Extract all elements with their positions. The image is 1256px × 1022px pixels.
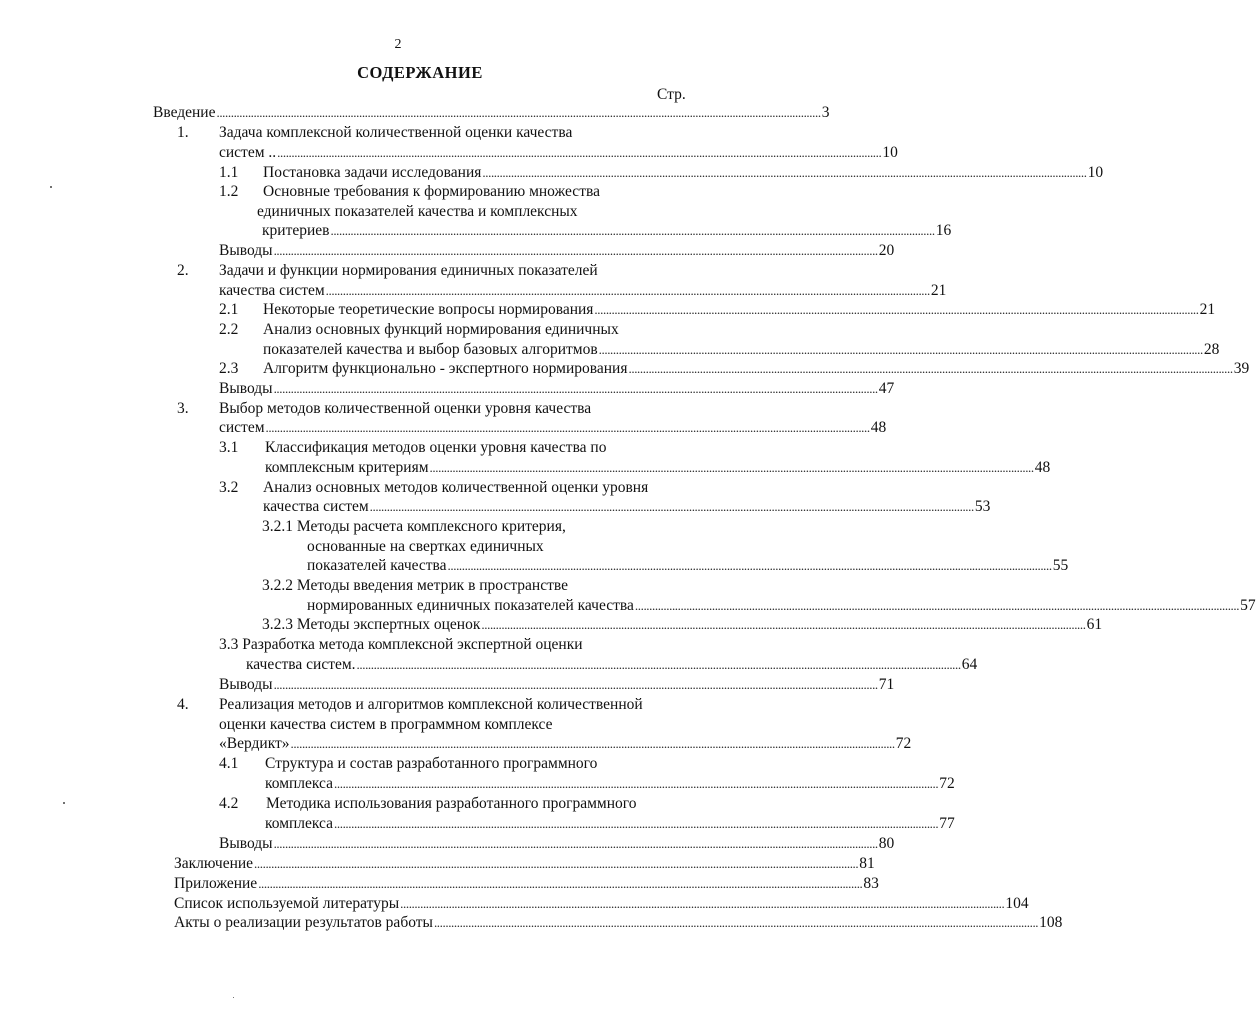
toc-entry-1-1 [263,163,1104,183]
toc-title: Выводы [219,380,273,397]
page-title: СОДЕРЖАНИЕ [357,63,483,82]
toc-subsection-number: 4.2 [219,795,239,812]
toc-title: Введение [153,104,216,121]
dot-leader: .................................................................................................................................................................................................................... [258,876,863,891]
toc-subsection-number: 3.1 [219,439,239,456]
toc-subsubsection-title: основанные на свертках единичных [307,538,544,555]
toc-page: 28 [1203,341,1220,358]
toc-title: Акты о реализации результатов работы [174,914,433,931]
toc-entry-3-2-2 [307,596,1256,616]
dot-leader: .................................................................................................................................................................................................................... [273,677,878,692]
toc-page: 3 [821,104,830,121]
toc-subsubsection-title: 3.2.2 Методы введения метрик в пространстве [262,577,568,594]
toc-subsection-title: Методика использования разработанного программного [266,795,637,812]
toc-title: Выводы [219,676,273,693]
toc-title: комплексным критериям [265,459,429,476]
toc-entry-3-2-1 [307,556,1069,576]
toc-page: 77 [939,815,955,832]
toc-page: 16 [935,222,952,239]
toc-title: критериев [262,222,330,239]
toc-entry-conclusions-4 [219,834,895,854]
toc-subsection-number: 1.1 [219,164,239,181]
dot-leader: .................................................................................................................................................................................................................... [482,165,1087,180]
toc-page: 72 [895,735,912,752]
toc-page: 21 [1199,301,1216,318]
toc-title: Выводы [219,835,273,852]
toc-entry-section-3 [219,418,887,438]
toc-entry-2-3 [263,359,1250,379]
scan-speck [63,802,65,804]
toc-title: Приложение [174,875,258,892]
toc-title: комплекса [265,775,334,792]
toc-entry-1-2 [262,221,952,241]
toc-entry-conclusions-3 [219,675,895,695]
toc-title: показателей качества [307,557,447,574]
toc-title: Алгоритм функционально - экспертного нормирования [263,360,628,377]
dot-leader: .................................................................................................................................................................................................................... [598,342,1203,357]
dot-leader: .................................................................................................................................................................................................................... [429,460,1034,475]
toc-entry-3-3 [246,655,978,675]
dot-leader: .................................................................................................................................................................................................................... [273,381,878,396]
toc-page: 10 [882,144,898,161]
scan-speck [233,997,234,998]
dot-leader: .................................................................................................................................................................................................................... [330,223,935,238]
toc-entry-acts [174,913,1063,933]
dot-leader: .................................................................................................................................................................................................................... [433,915,1039,930]
toc-subsection-number: 2.3 [219,360,239,377]
dot-leader: .................................................................................................................................................................................................................... [277,145,882,160]
page-column-label: Стр. [657,86,686,103]
toc-title: Заключение [174,855,254,872]
toc-section-title: Задачи и функции нормирования единичных показателей [219,262,598,279]
toc-page: 72 [939,775,955,792]
toc-section-number: 2. [177,262,189,279]
dot-leader: .................................................................................................................................................................................................................... [481,617,1086,632]
toc-subsection-number: 4.1 [219,755,239,772]
dot-leader: .................................................................................................................................................................................................................... [216,105,821,120]
toc-page: 104 [1005,895,1029,912]
toc-subsection-title: Основные требования к формированию множества [263,183,600,200]
toc-entry-section-4 [219,734,912,754]
toc-section-title: оценки качества систем в программном комплексе [219,716,553,733]
toc-title: систем [219,419,265,436]
toc-entry-4-2 [265,814,955,834]
dot-leader: .................................................................................................................................................................................................................... [447,558,1052,573]
toc-title: Список используемой литературы [174,895,400,912]
toc-title: систем .. [219,144,277,161]
toc-entry-conclusions-2 [219,379,895,399]
toc-page: 48 [870,419,887,436]
toc-page: 81 [859,855,875,872]
toc-title: Постановка задачи исследования [263,164,482,181]
toc-entry-3-2-3 [262,615,1103,635]
toc-title: Некоторые теоретические вопросы нормирования [263,301,594,318]
dot-leader: .................................................................................................................................................................................................................... [369,499,974,514]
toc-entry-4-1 [265,774,955,794]
toc-title: качества систем. [246,656,356,673]
toc-entry-3-1 [265,458,1051,478]
toc-title: качества систем [263,498,369,515]
toc-entry-appendix [174,874,879,894]
toc-title: комплекса [265,815,334,832]
scan-speck [50,186,52,188]
toc-entry-references [174,894,1029,914]
toc-title: нормированных единичных показателей качества [307,597,634,614]
toc-page: 61 [1086,616,1103,633]
toc-entry-intro [153,103,830,123]
toc-title: «Вердикт» [219,735,290,752]
toc-subsection-title: единичных показателей качества и комплексных [257,203,578,220]
dot-leader: .................................................................................................................................................................................................................... [254,856,859,871]
dot-leader: .................................................................................................................................................................................................................... [265,420,870,435]
toc-entry-2-2 [263,340,1220,360]
toc-page: 20 [878,242,895,259]
dot-leader: .................................................................................................................................................................................................................... [273,836,878,851]
dot-leader: .................................................................................................................................................................................................................... [273,243,878,258]
toc-entry-2-1 [263,300,1216,320]
dot-leader: .................................................................................................................................................................................................................... [334,816,939,831]
toc-subsection-title: Анализ основных методов количественной оценки уровня [263,479,649,496]
toc-page: 83 [863,875,879,892]
toc-page: 57 [1240,597,1256,614]
dot-leader: .................................................................................................................................................................................................................... [290,736,895,751]
toc-page: 47 [878,380,895,397]
toc-subsection-title: 3.3 Разработка метода комплексной экспертной оценки [219,636,583,653]
toc-section-number: 4. [177,696,189,713]
dot-leader: .................................................................................................................................................................................................................... [594,302,1199,317]
toc-subsection-number: 2.2 [219,321,239,338]
toc-subsection-title: Классификация методов оценки уровня качества по [265,439,607,456]
toc-section-title: Выбор методов количественной оценки уровня качества [219,400,592,417]
toc-subsection-title: Анализ основных функций нормирования единичных [263,321,619,338]
toc-section-title: Задача комплексной количественной оценки качества [219,124,573,141]
toc-entry-conclusion [174,854,875,874]
toc-section-number: 3. [177,400,189,417]
dot-leader: .................................................................................................................................................................................................................... [325,283,930,298]
dot-leader: .................................................................................................................................................................................................................... [628,361,1233,376]
toc-subsection-number: 3.2 [219,479,239,496]
toc-entry-section-1 [219,143,898,163]
toc-title: 3.2.3 Методы экспертных оценок [262,616,481,633]
dot-leader: .................................................................................................................................................................................................................... [400,896,1005,911]
toc-entry-section-2 [219,281,947,301]
toc-subsubsection-title: 3.2.1 Методы расчета комплексного критерия, [262,518,566,535]
toc-section-title: Реализация методов и алгоритмов комплексной количественной [219,696,643,713]
dot-leader: .................................................................................................................................................................................................................... [356,657,961,672]
dot-leader: .................................................................................................................................................................................................................... [634,598,1240,613]
toc-page: 64 [961,656,978,673]
toc-page: 71 [878,676,895,693]
toc-entry-3-2 [263,497,991,517]
toc-page: 10 [1087,164,1104,181]
toc-section-number: 1. [177,124,189,141]
toc-page: 108 [1039,914,1063,931]
toc-subsection-title: Структура и состав разработанного программного [265,755,598,772]
dot-leader: .................................................................................................................................................................................................................... [334,776,939,791]
toc-page: 21 [930,282,947,299]
toc-title: показателей качества и выбор базовых алгоритмов [263,341,598,358]
toc-page: 55 [1052,557,1069,574]
toc-page: 48 [1034,459,1051,476]
toc-page: 53 [974,498,991,515]
toc-subsection-number: 2.1 [219,301,239,318]
toc-page: 80 [878,835,895,852]
page-number: 2 [394,37,402,52]
toc-title: Выводы [219,242,273,259]
toc-subsection-number: 1.2 [219,183,239,200]
toc-title: качества систем [219,282,325,299]
toc-entry-conclusions-1 [219,241,895,261]
toc-page: 39 [1233,360,1250,377]
